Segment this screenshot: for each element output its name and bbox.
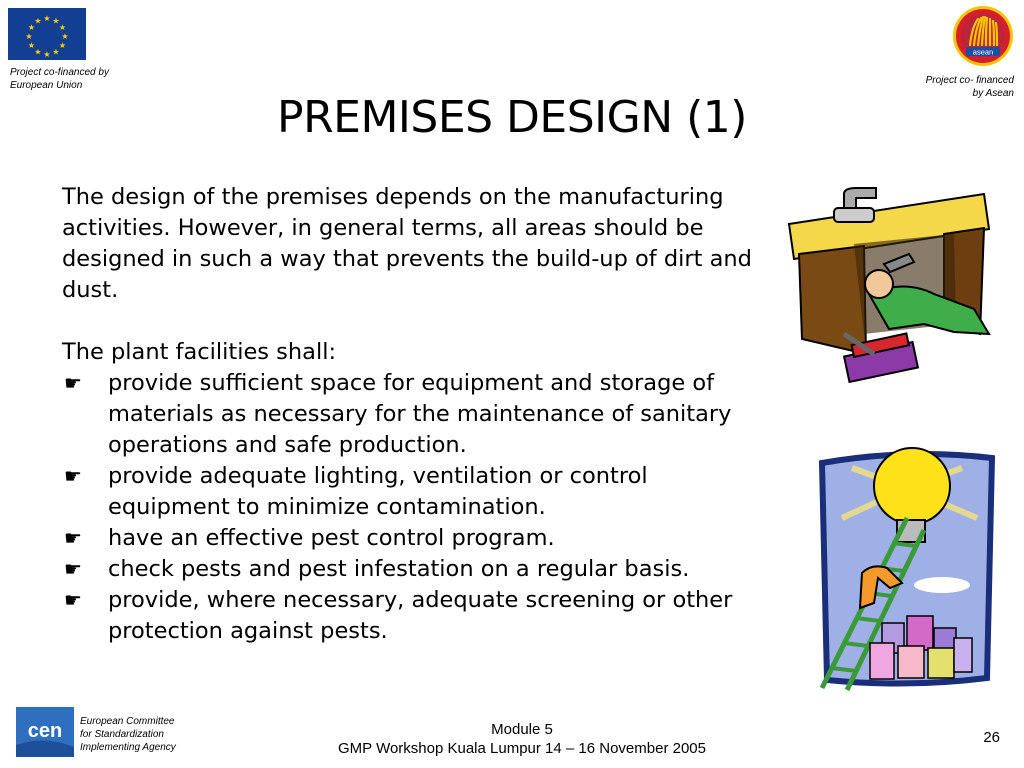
svg-text:★: ★ <box>61 32 69 41</box>
asean-emblem-icon <box>952 5 1014 67</box>
slide-title: PREMISES DESIGN (1) <box>277 92 747 143</box>
cen-caption-line-3: Implementing Agency <box>80 742 176 753</box>
slide-number: 26 <box>983 729 1000 746</box>
footer-workshop: GMP Workshop Kuala Lumpur 14 – 16 November 2005 <box>338 740 706 757</box>
cen-caption <box>80 715 230 754</box>
svg-text:★: ★ <box>34 16 42 26</box>
cen-caption-line-1: European Committee <box>80 716 175 727</box>
cen-logo-text: cen <box>27 720 63 742</box>
svg-text:★: ★ <box>43 14 51 23</box>
cen-caption-line-2: for Standardization <box>80 729 164 740</box>
list-item-text: provide sufficient space for equipment and storage of materials as necessary for the maintenance of sanitary operations and safe production. <box>108 370 732 458</box>
asean-logo <box>952 5 1014 67</box>
eu-cofinance-caption <box>10 66 150 92</box>
list-heading: The plant facilities shall: <box>62 339 337 365</box>
svg-text:★: ★ <box>27 41 36 50</box>
footer-module: Module 5 <box>491 721 553 738</box>
eu-flag-logo <box>8 8 86 60</box>
list-item-text: check pests and pest infestation on a regular basis. <box>108 556 690 582</box>
svg-text:★: ★ <box>43 50 51 59</box>
list-item <box>62 368 798 461</box>
list-item-text: provide adequate lighting, ventilation or control equipment to minimize contamination. <box>108 463 648 520</box>
asean-caption-line-1: Project co- financed <box>925 75 1014 86</box>
list-item-text: provide, where necessary, adequate screening or other protection against pests. <box>108 587 733 644</box>
list-item <box>62 585 788 647</box>
list-item <box>62 554 802 585</box>
slide-body <box>62 182 802 647</box>
list-item <box>62 523 802 554</box>
lightbulb-ladder-clipart-image <box>812 438 1002 694</box>
eu-caption-line-2: European Union <box>10 80 83 91</box>
cen-logo <box>16 707 74 757</box>
eu-stars-icon <box>8 8 86 60</box>
plumber-clipart-image <box>784 184 994 394</box>
pointing-hand-icon: ☛ <box>64 588 82 612</box>
eu-caption-line-1: Project co-financed by <box>10 67 109 78</box>
svg-text:★: ★ <box>58 41 67 50</box>
list-item-text: have an effective pest control program. <box>108 525 555 551</box>
pointing-hand-icon: ☛ <box>64 371 82 395</box>
svg-text:★: ★ <box>34 47 42 57</box>
requirements-list <box>62 368 802 647</box>
pointing-hand-icon: ☛ <box>64 464 82 488</box>
slide-footer <box>262 720 782 758</box>
pointing-hand-icon: ☛ <box>64 526 82 550</box>
list-item <box>62 461 758 523</box>
asean-logo-text: asean <box>972 47 994 57</box>
asean-caption-line-2: by Asean <box>972 88 1014 99</box>
svg-text:★: ★ <box>58 23 67 32</box>
intro-paragraph: The design of the premises depends on the manufacturing activities. However, in general terms, all areas should be designed in such a way that prevents the build-up of dirt and dust. <box>62 184 752 303</box>
pointing-hand-icon: ☛ <box>64 557 82 581</box>
svg-text:★: ★ <box>52 16 60 26</box>
svg-text:★: ★ <box>27 23 36 32</box>
svg-text:★: ★ <box>25 32 33 41</box>
svg-text:★: ★ <box>52 47 60 57</box>
